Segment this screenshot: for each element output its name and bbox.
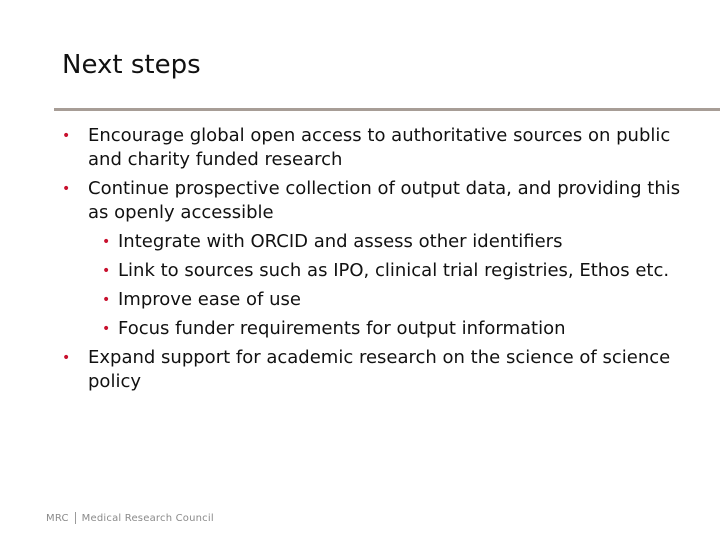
bullet-icon: • (62, 350, 71, 366)
footer-logo (46, 512, 214, 524)
bullet-text: Focus funder requirements for output information (118, 318, 566, 339)
bullet-icon: • (102, 292, 111, 308)
bullet-icon: • (102, 263, 111, 279)
bullet-icon: • (102, 234, 111, 250)
title-divider (54, 108, 720, 111)
bullet-icon: • (102, 321, 111, 337)
slide-title: Next steps (62, 50, 201, 80)
bullet-icon: • (62, 181, 71, 197)
bullet-text: Link to sources such as IPO, clinical trial registries, Ethos etc. (118, 260, 670, 281)
bullet-item (62, 346, 692, 394)
bullet-text: Encourage global open access to authoritative sources on public and charity funded research (88, 125, 671, 170)
sub-bullet-item (62, 259, 692, 283)
sub-bullet-item (62, 317, 692, 341)
bullet-item (62, 124, 692, 172)
sub-bullet-item (62, 288, 692, 312)
sub-bullet-item (62, 230, 692, 254)
bullet-list (62, 124, 692, 399)
bullet-text: Continue prospective collection of output data, and providing this as openly accessible (88, 178, 681, 223)
footer-divider (75, 512, 76, 524)
footer-abbr: MRC (46, 512, 69, 524)
bullet-text: Integrate with ORCID and assess other identifiers (118, 231, 563, 252)
bullet-text: Improve ease of use (118, 289, 301, 310)
bullet-item (62, 177, 692, 225)
bullet-icon: • (62, 128, 71, 144)
footer-org: Medical Research Council (81, 512, 214, 524)
bullet-text: Expand support for academic research on the science of science policy (88, 347, 671, 392)
